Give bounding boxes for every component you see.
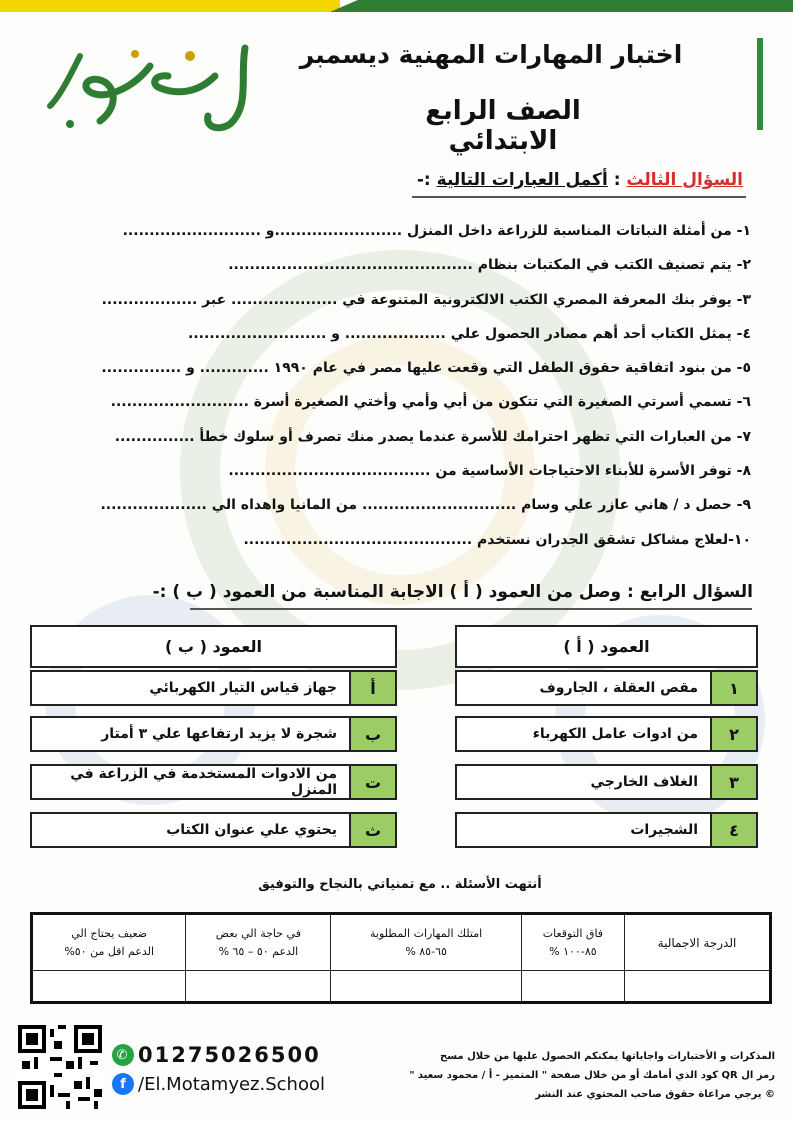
fill-blank-item: ٢- يتم تصنيف الكتب في المكتبات بنظام .............................................. (228, 257, 751, 274)
row-key: أ (349, 670, 397, 706)
column-b-row (30, 670, 397, 706)
column-b-row (30, 716, 397, 752)
row-key: ٢ (710, 716, 758, 752)
grade-table (30, 912, 772, 1004)
row-text: مقص العقلة ، الجاروف (455, 670, 710, 706)
contact-phone[interactable] (112, 1043, 321, 1067)
fill-blank-item: ٣- يوفر بنك المعرفة المصري الكتب الالكترونية المتنوعة في .................... عبر .................. (101, 291, 751, 308)
question-3-items (31, 222, 751, 565)
question-3-separator: : (607, 170, 627, 190)
facebook-icon: f (112, 1073, 134, 1095)
column-a-header: العمود ( أ ) (455, 625, 758, 668)
column-a-row (455, 764, 758, 800)
grade-level-range: ٨٥-١٠٠ % (549, 944, 597, 958)
fill-blank-item: ١- من أمثلة النباتات المناسبة للزراعة داخل المنزل ........................و .......................... (122, 223, 751, 239)
question-3-suffix: :- (416, 170, 437, 190)
footer-line: © يرجي مراعاة حقوق صاحب المحتوي عند النشر (535, 1089, 775, 1100)
grade-mark-cell[interactable] (186, 971, 331, 1003)
column-b-header: العمود ( ب ) (30, 625, 397, 668)
whatsapp-icon: ✆ (112, 1044, 134, 1066)
exam-grade: الصف الرابع الابتدائي (425, 96, 581, 156)
row-key: ت (349, 764, 397, 800)
question-4-heading (153, 582, 753, 602)
grade-level-range: الدعم ٥٠ – ٦٥ % (218, 944, 299, 958)
fill-blank-item: ٦- تسمي أسرتي الصغيرة التي تتكون من أبي وأمي وأختي الصغيرة أسرة .......................... (110, 394, 751, 411)
row-key: ١ (710, 670, 758, 706)
grade-level-label: امتلك المهارات المطلوبة (370, 926, 483, 940)
row-text: الغلاف الخارجي (455, 764, 710, 800)
column-b-row (30, 764, 397, 800)
row-text: الشجيرات (455, 812, 710, 848)
total-grade-label: الدرجة الاجمالية (625, 914, 771, 971)
question-4-underline (190, 608, 752, 610)
facebook-link[interactable] (112, 1073, 325, 1095)
column-a-row (455, 716, 758, 752)
row-key: ث (349, 812, 397, 848)
fill-blank-item: ٨- توفر الأسرة للأبناء الاحتياجات الأساسية من ...................................... (228, 463, 751, 480)
grade-level-cell (331, 914, 521, 971)
question-3-label: أكمل العبارات التالية (436, 170, 608, 190)
fill-blank-item: ٧- من العبارات التي تظهر احترامك للأسرة عندما يصدر منك تصرف أو سلوك خطأ ............... (114, 428, 751, 445)
grade-level-label: ضعيف يحتاج الي (71, 926, 148, 940)
phone-number: 01275026500 (138, 1043, 321, 1067)
facebook-handle: /El.Motamyez.School (138, 1073, 325, 1095)
fill-blank-item: ٤- يمثل الكتاب أحد أهم مصادر الحصول علي ................... و .......................... (188, 325, 751, 342)
closing-message: أنتهت الأسئلة .. مع تمنياتي بالنجاح والتوفيق (258, 877, 542, 892)
row-text: جهاز قياس التيار الكهربائي (30, 670, 349, 706)
band-green (330, 0, 793, 12)
grade-level-label: في حاجة الي بعض (215, 926, 301, 940)
grade-mark-cell[interactable] (331, 971, 521, 1003)
grade-mark-cell[interactable] (521, 971, 624, 1003)
qr-code-icon[interactable] (18, 1025, 102, 1109)
column-b-row (30, 812, 397, 848)
footer-line: المذكرات و الأختبارات واجاباتها يمكنكم الحصول عليها من خلال مسح (440, 1051, 775, 1062)
row-text: شجرة لا يزيد ارتفاعها علي ٣ أمتار (30, 716, 349, 752)
row-key: ٣ (710, 764, 758, 800)
row-key: ٤ (710, 812, 758, 848)
grade-level-cell (186, 914, 331, 971)
grade-level-label: فاق التوقعات (542, 926, 604, 940)
question-4-number: السؤال الرابع (639, 582, 753, 602)
grade-level-cell (32, 914, 186, 971)
grade-level-cell (521, 914, 624, 971)
column-a-row (455, 812, 758, 848)
grade-level-range: الدعم اقل من ٥٠% (64, 944, 155, 958)
top-color-band (0, 0, 793, 12)
grade-mark-cell[interactable] (32, 971, 186, 1003)
question-3-underline (412, 196, 746, 198)
question-3-number: السؤال الثالث (626, 170, 743, 190)
grade-level-range: ٦٥-٨٥ % (405, 944, 447, 958)
header-accent-bar (757, 38, 763, 130)
question-4-title: : وصل من العمود ( أ ) الاجابة المناسبة من العمود ( ب ) :- (152, 582, 640, 602)
fill-blank-item: ٥- من بنود اتفاقية حقوق الطفل التي وقعت عليها مصر في عام ١٩٩٠ ............. و ............... (101, 360, 751, 377)
row-text: يحتوي علي عنوان الكتاب (30, 812, 349, 848)
column-a-row (455, 670, 758, 706)
band-yellow (0, 0, 340, 12)
fill-blank-item: ٩- حصل د / هاني عازر علي وسام ............................. من المانيا واهداه الي .................... (100, 497, 751, 514)
exam-title: اختبار المهارات المهنية ديسمبر (299, 40, 683, 69)
fill-blank-item: ١٠-لعلاج مشاكل تشقق الجدران نستخدم ........................................... (243, 531, 751, 548)
question-3-heading (417, 170, 743, 190)
row-text: من ادوات عامل الكهرباء (455, 716, 710, 752)
row-text: من الادوات المستخدمة في الزراعة في المنزل (30, 764, 349, 800)
author-logo (40, 36, 265, 136)
row-key: ب (349, 716, 397, 752)
footer-notes (395, 1047, 775, 1104)
total-grade-value[interactable] (625, 971, 771, 1003)
footer-line: رمز ال QR كود الذي أمامك أو من خلال صفحة " المتميز - أ / محمود سعيد " (409, 1070, 775, 1081)
